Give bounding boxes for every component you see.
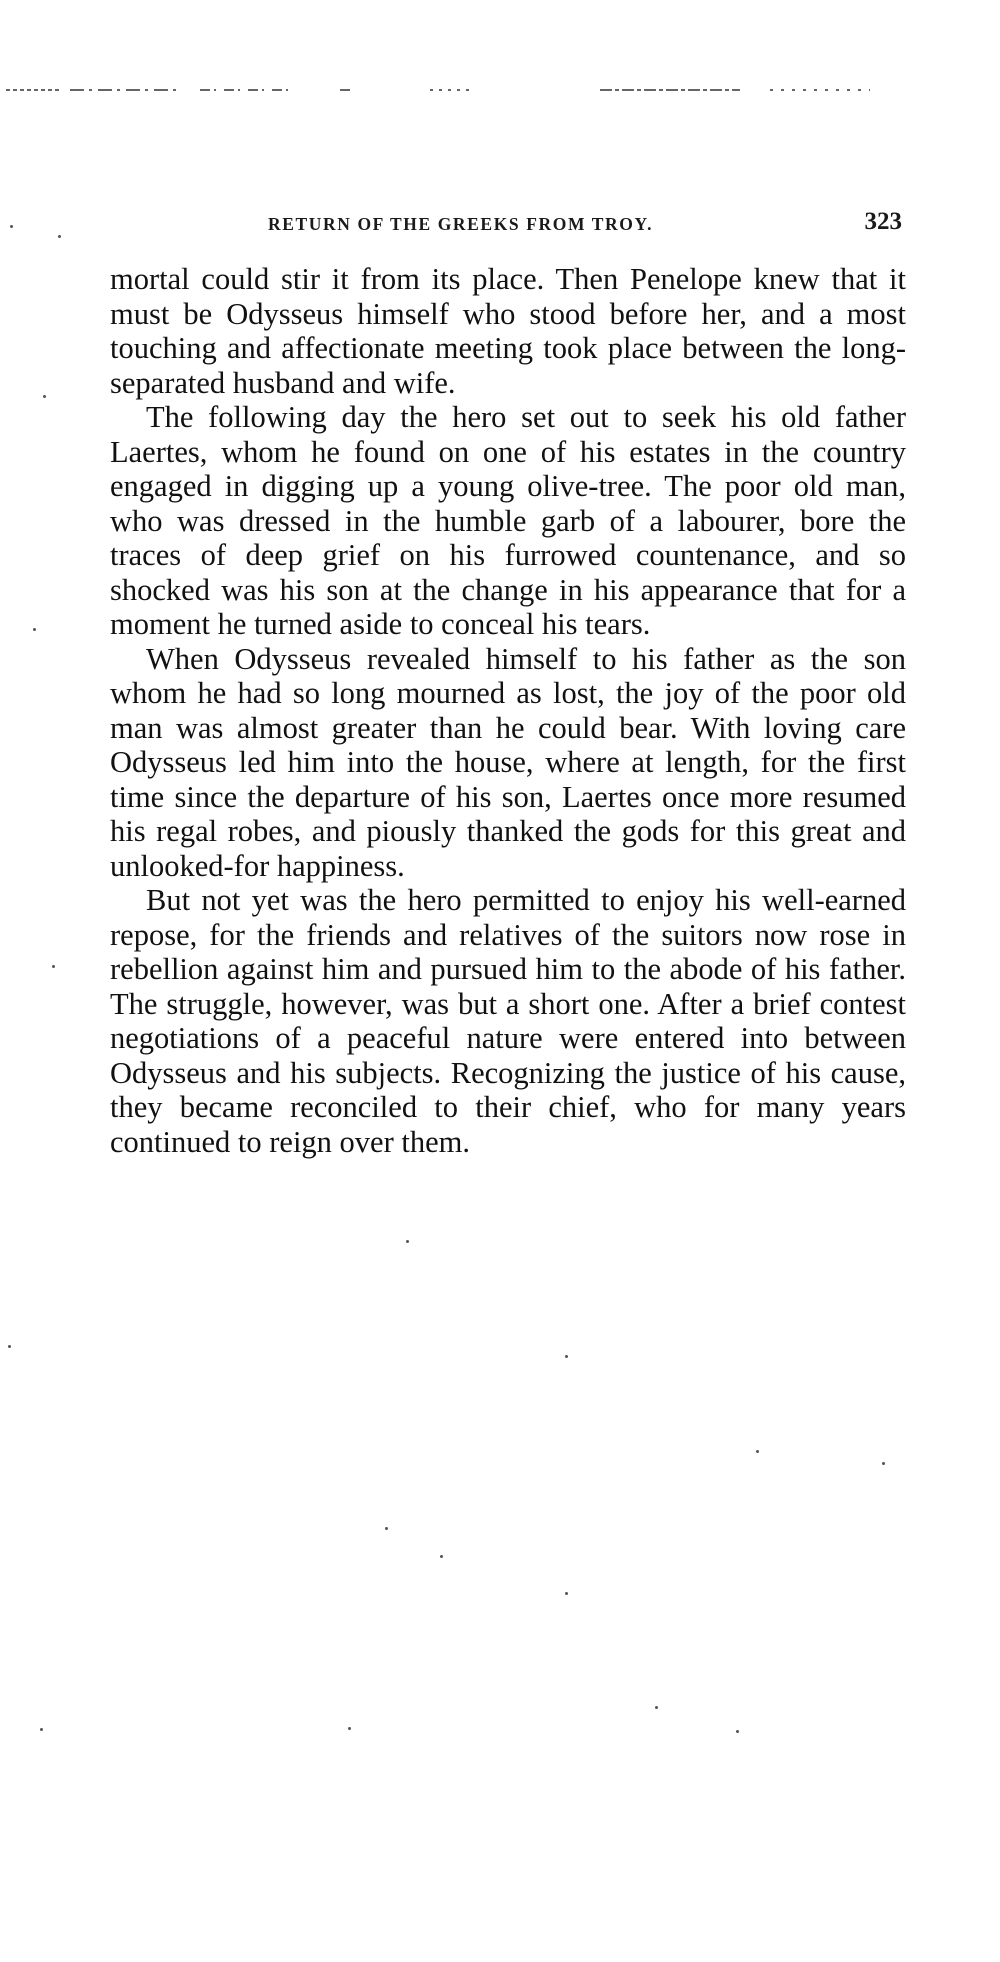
scan-speck (385, 1527, 388, 1530)
paragraph: But not yet was the hero permitted to enjoy his well-earned repose, for the friends and relatives of the suitors now rose in rebellion against him and pursued him to the abode of his father. The struggle, however, was but a short one. After a brief contest negotiations of a peaceful nature were entered into between Odysseus and his subjects. Recognizing the justice of his cause, they became reconciled to their chief, who for many years continued to reign over them. (110, 883, 906, 1159)
paragraph: mortal could stir it from its place. Then Penelope knew that it must be Odysseus himself who stood before her, and a most touching and affectionate meeting took place between the long-separated husband and wife. (110, 262, 906, 400)
scan-speck (565, 1592, 568, 1595)
scan-speck (40, 1728, 43, 1731)
scan-artifact-line (0, 86, 880, 94)
scan-speck (33, 628, 36, 631)
scan-speck (882, 1462, 885, 1465)
page-header (110, 208, 902, 242)
scan-speck (43, 395, 46, 398)
scan-speck (406, 1240, 409, 1243)
scan-speck (8, 1345, 11, 1348)
paragraph: The following day the hero set out to seek his old father Laertes, whom he found on one of his estates in the country engaged in digging up a young olive-tree. The poor old man, who was dressed in the humble garb of a labourer, bore the traces of deep grief on his furrowed countenance, and so shocked was his son at the change in his appearance that for a moment he turned aside to conceal his tears. (110, 400, 906, 641)
scan-speck (440, 1555, 443, 1558)
scan-speck (736, 1730, 739, 1733)
scan-speck (655, 1706, 658, 1709)
scan-speck (52, 965, 55, 968)
scan-speck (348, 1727, 351, 1730)
scan-speck (10, 225, 13, 228)
scan-speck (565, 1355, 568, 1358)
scan-speck (58, 235, 61, 238)
running-title: RETURN OF THE GREEKS FROM TROY. (268, 214, 654, 234)
scan-speck (756, 1450, 759, 1453)
page-number: 323 (864, 208, 902, 235)
paragraph: When Odysseus revealed himself to his father as the son whom he had so long mourned as lost, the joy of the poor old man was almost greater than he could bear. With loving care Odysseus led him into the house, where at length, for the first time since the departure of his son, Laertes once more resumed his regal robes, and piously thanked the gods for this great and unlooked-for happiness. (110, 641, 906, 883)
body-text (110, 262, 906, 1159)
